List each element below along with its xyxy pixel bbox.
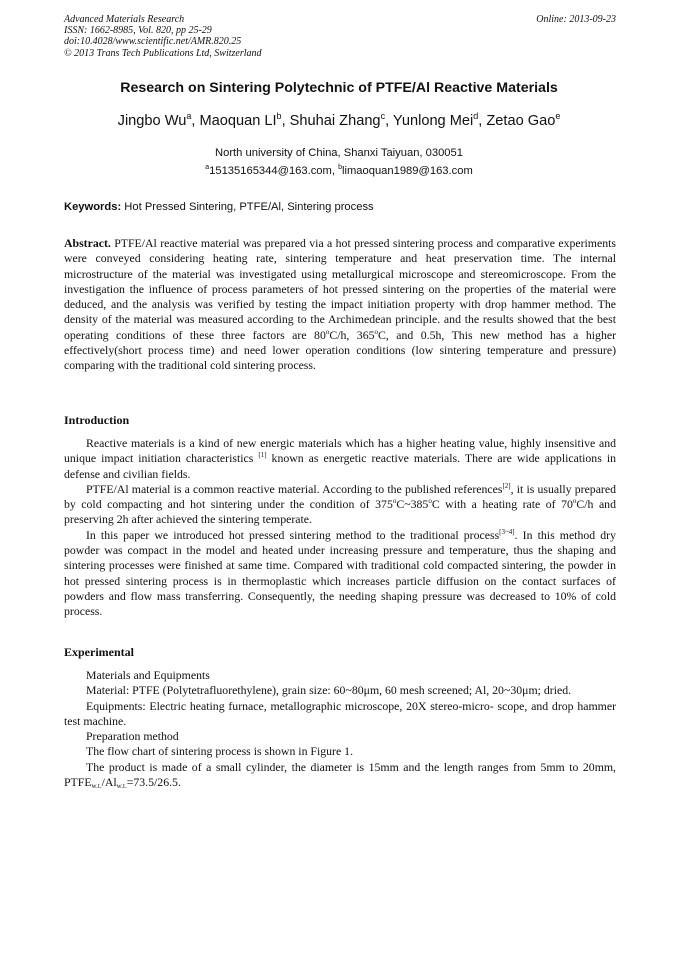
paragraph: PTFE/Al material is a common reactive material. According to the published references[2], it is usually prepared by cold compacting and hot sintering under the condition of 375$^o$C~385$^o$C with a heating rate of 70$^o$C/h and preserving 2h after achieved the sintering temperate. xyxy=(64,481,616,527)
paper-title: Research on Sintering Polytechnic of PTFE/Al Reactive Materials xyxy=(120,80,558,96)
subheading-preparation: Preparation method xyxy=(86,729,179,744)
paragraph: The flow chart of sintering process is shown in Figure 1. xyxy=(86,744,354,759)
online-date: Online: 2013-09-23 xyxy=(536,14,616,25)
keywords-text: Hot Pressed Sintering, PTFE/Al, Sintering process xyxy=(121,201,374,213)
issn-line: ISSN: 1662-8985, Vol. 820, pp 25-29 xyxy=(64,25,212,37)
abstract-label: Abstract. xyxy=(64,236,111,250)
email-link[interactable]: limaoquan1989@163.com xyxy=(341,165,473,177)
author: Zetao Gao$^e$ xyxy=(486,111,561,129)
author: Jingbo Wu$^a$, xyxy=(117,111,200,129)
experimental-body xyxy=(64,668,616,790)
doi-line: doi:10.4028/www.scientific.net/AMR.820.25 xyxy=(64,36,242,48)
citation: [1] xyxy=(258,451,267,460)
paragraph: Equipments: Electric heating furnace, metallographic microscope, 20X stereo-micro- scope, and drop hammer test machine. xyxy=(64,698,616,728)
paragraph: Reactive materials is a kind of new energic materials which has a higher heating value, highly insensitive and unique impact initiation characteristics [1] known as energetic reactive materials. There are wide applications in defense and civilian fields. xyxy=(64,436,616,481)
section-heading-experimental: Experimental xyxy=(64,645,134,659)
email-link[interactable]: 15135165344@163.com xyxy=(209,165,332,177)
section-heading-introduction: Introduction xyxy=(64,413,130,427)
journal-header xyxy=(64,14,616,59)
author: Shuhai Zhang$^c$, xyxy=(289,111,393,129)
keywords-label: Keywords: xyxy=(64,201,122,213)
paragraph: The product is made of a small cylinder, the diameter is 15mm and the length ranges from 5mm to 20mm, $PTFE_{w.t.}/Al_{w.t.}=73.5/26.5$. xyxy=(64,759,616,791)
citation: [3~4] xyxy=(499,527,515,536)
keywords xyxy=(64,201,616,213)
author: Maoquan $LI^b$, xyxy=(199,111,290,129)
introduction-body xyxy=(64,436,616,620)
journal-name: Advanced Materials Research xyxy=(64,14,185,25)
citation: [2] xyxy=(502,481,511,490)
paragraph: In this paper we introduced hot pressed sintering method to the traditional process[3~4]. In this method dry powder was compact in the model and heated under increasing pressure and temperature, thus the shaping and sintering processes were finished at same time. Compared with traditional cold compacted sintering, the powder in hot pressed sintering process is in thermoplastic which increases particle diffusion on the contact surfaces of powders and flow mass transferring. Consequently, the needing shaping pressure was decreased to 10% of cold process. xyxy=(64,527,616,619)
author-emails: $^a$15135165344@163.com, $^b$limaoquan1989@163.com xyxy=(205,164,473,177)
paragraph: Material: PTFE (Polytetrafluorethylene), grain size: 60~80μm, 60 mesh screened; Al, 20~30μm; dried. xyxy=(86,683,572,698)
affiliation: North university of China, Shanxi Taiyuan, 030051 xyxy=(215,147,463,159)
abstract: Abstract. PTFE/Al reactive material was prepared via a hot pressed sintering process and comparative experiments were conveyed considering heating rate, sintering temperature and heat preservation time. The internal microstructure of the material was investigated using metallurgical microscope and stereomicroscope. From the investigation the influence of process parameters of hot pressed sintering on the properties of the material were deduced, and the analysis was verified by testing the impact initiation property with drop hammer method. The density of the material was measured according to the Archimedean principle. and the results showed that the best operating conditions of these three factors are 80$^o$C/h, 365$^o$C, and 0.5h, This new method has a higher effectively(short process time) and need lower operation conditions (low sintering temperature and pressure) comparing with the traditional cold sintering process. xyxy=(64,236,617,373)
author: Yunlong Mei$^d$, xyxy=(392,111,487,129)
subheading-materials: Materials and Equipments xyxy=(86,668,210,682)
author-list xyxy=(0,113,678,129)
copyright-line: © 2013 Trans Tech Publications Ltd, Switzerland xyxy=(64,47,262,59)
